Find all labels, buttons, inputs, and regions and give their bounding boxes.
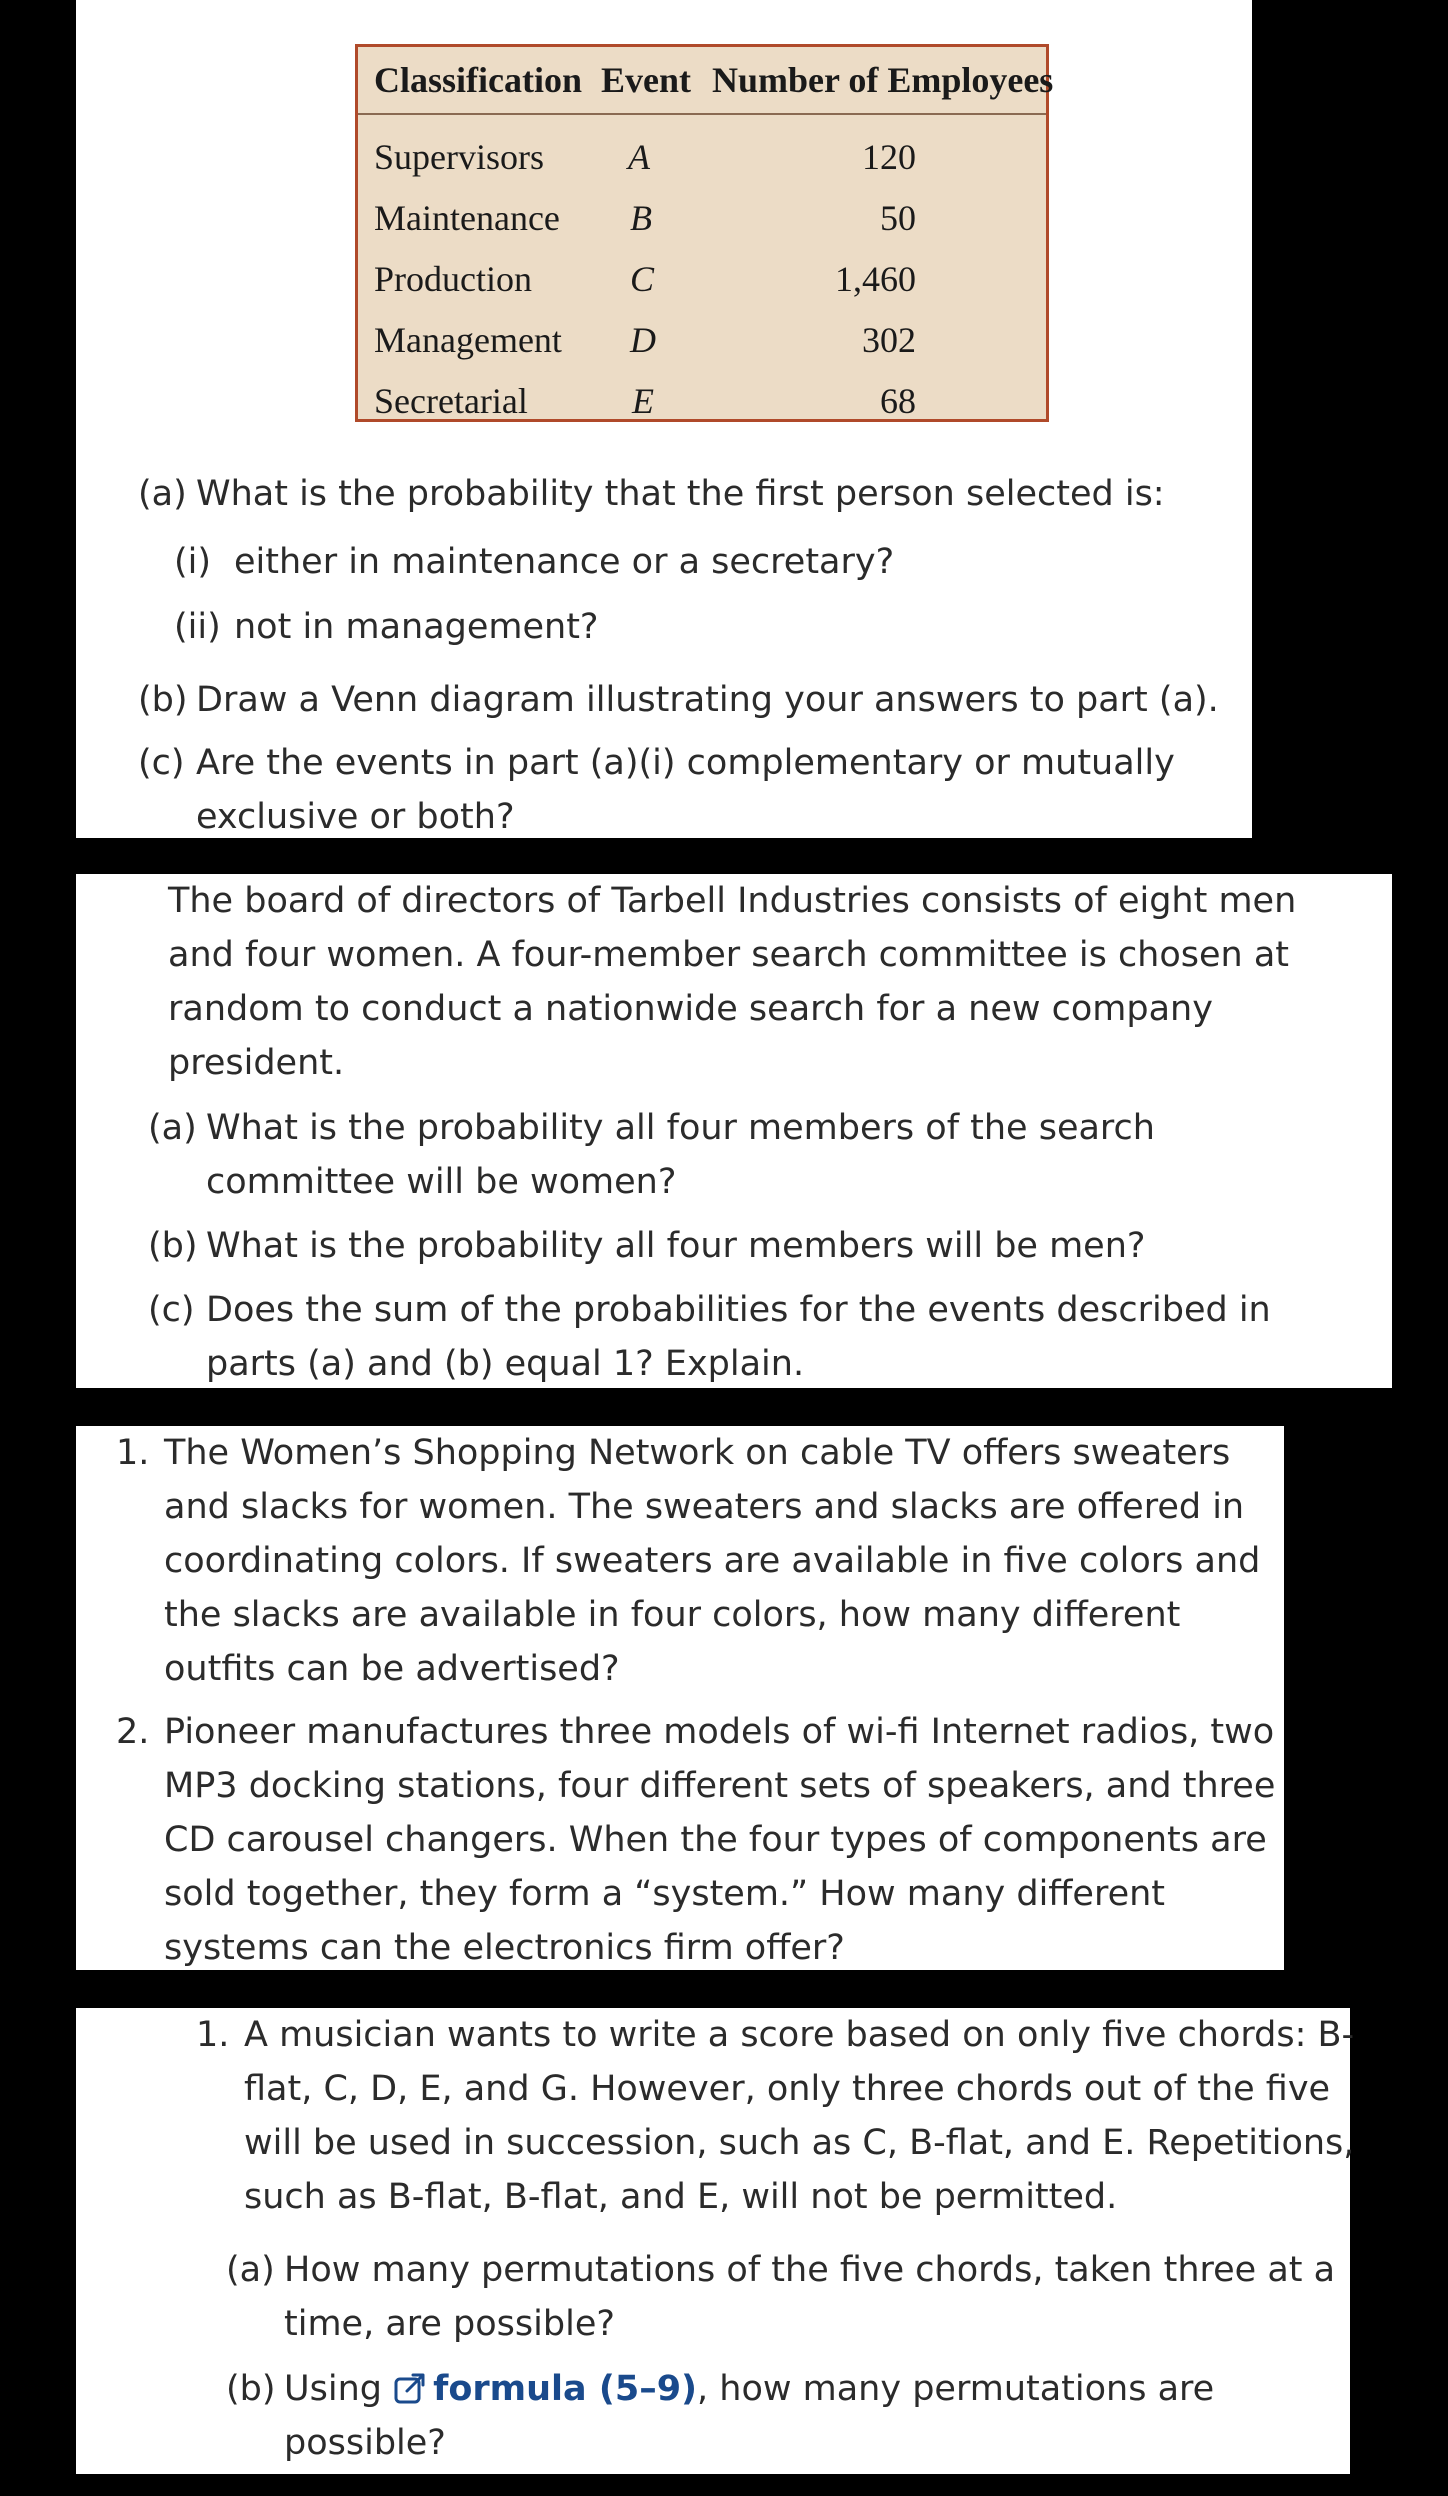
item-number: 1. (116, 1433, 150, 1473)
part-ii-label: (ii) (174, 607, 221, 647)
part-a-text: What is the probability that the first person selected is: (196, 474, 1165, 514)
part-c-text: Does the sum of the probabilities for the events described in (206, 1290, 1271, 1330)
part-b-label: (b) (148, 1226, 198, 1266)
cell-event: E (632, 381, 654, 421)
item-line: systems can the electronics firm offer? (164, 1928, 845, 1968)
cell-event: D (630, 320, 656, 360)
cell-count: 302 (862, 320, 916, 360)
part-c-text-cont: exclusive or both? (196, 797, 515, 837)
item-line: A musician wants to write a score based on only five chords: B- (244, 2015, 1355, 2055)
item-line: MP3 docking stations, four different sets of speakers, and three (164, 1766, 1276, 1806)
part-c-text: Are the events in part (a)(i) complementary or mutually (196, 743, 1175, 783)
part-a-text: How many permutations of the five chords, taken three at a (284, 2250, 1336, 2290)
panel-employees-question (76, 0, 1252, 838)
intro-line: The board of directors of Tarbell Industries consists of eight men (168, 881, 1297, 921)
employee-table (355, 44, 1054, 422)
formula-link[interactable] (393, 2369, 697, 2409)
header-employees: Number of Employees (712, 60, 1054, 100)
part-a-label: (a) (226, 2250, 275, 2290)
part-a-text: What is the probability all four members of the search (206, 1108, 1155, 1148)
part-b-label: (b) (138, 680, 188, 720)
item-line: The Women’s Shopping Network on cable TV offers sweaters (164, 1433, 1231, 1473)
part-i-label: (i) (174, 542, 212, 582)
item-line: CD carousel changers. When the four types of components are (164, 1820, 1267, 1860)
cell-count: 120 (862, 137, 916, 177)
part-b-text: What is the probability all four members will be men? (206, 1226, 1146, 1266)
cell-classification: Management (374, 320, 562, 360)
cell-count: 50 (880, 198, 916, 238)
part-b-text-cont: possible? (284, 2423, 446, 2463)
part-a-label: (a) (138, 474, 187, 514)
cell-classification: Secretarial (374, 381, 528, 421)
cell-classification: Production (374, 259, 532, 299)
item-line: will be used in succession, such as C, B-flat, and E. Repetitions, (244, 2123, 1355, 2163)
cell-classification: Maintenance (374, 198, 560, 238)
item-number: 1. (196, 2015, 230, 2055)
item-line: the slacks are available in four colors, how many different (164, 1595, 1181, 1635)
item-line: Pioneer manufactures three models of wi-fi Internet radios, two (164, 1712, 1275, 1752)
panel-board-question (76, 874, 1392, 1388)
part-b-text: Draw a Venn diagram illustrating your answers to part (a). (196, 680, 1219, 720)
intro-line: and four women. A four-member search committee is chosen at (168, 935, 1290, 975)
part-c-text-cont: parts (a) and (b) equal 1? Explain. (206, 1344, 805, 1384)
table-header-row (358, 47, 1054, 115)
cell-event: C (630, 259, 655, 299)
formula-link-label[interactable]: formula (5–9) (433, 2369, 698, 2409)
external-link-icon (393, 2371, 427, 2405)
cell-event: B (630, 198, 652, 238)
header-classification: Classification (374, 60, 583, 100)
item-line: outfits can be advertised? (164, 1649, 620, 1689)
cell-count: 68 (880, 381, 916, 421)
part-a-text-cont: committee will be women? (206, 1162, 677, 1202)
part-c-label: (c) (138, 743, 185, 783)
panel-counting-questions (76, 1426, 1284, 1970)
intro-line: president. (168, 1043, 345, 1083)
part-b-text (284, 2362, 1214, 2416)
part-b-post: , how many permutations are (697, 2369, 1215, 2409)
item-number: 2. (116, 1712, 150, 1752)
cell-classification: Supervisors (374, 137, 544, 177)
part-ii-text: not in management? (234, 607, 599, 647)
item-line: sold together, they form a “system.” How many different (164, 1874, 1166, 1914)
part-b-label: (b) (226, 2369, 276, 2409)
part-b-pre: Using (284, 2369, 382, 2409)
cell-count: 1,460 (835, 259, 916, 299)
part-a-label: (a) (148, 1108, 197, 1148)
part-c-label: (c) (148, 1290, 195, 1330)
item-line: such as B-flat, B-flat, and E, will not be permitted. (244, 2177, 1118, 2217)
cell-event: A (628, 137, 650, 177)
item-line: and slacks for women. The sweaters and slacks are offered in (164, 1487, 1245, 1527)
part-a-text-cont: time, are possible? (284, 2304, 615, 2344)
item-line: coordinating colors. If sweaters are available in five colors and (164, 1541, 1261, 1581)
intro-line: random to conduct a nationwide search for a new company (168, 989, 1213, 1029)
item-line: flat, C, D, E, and G. However, only three chords out of the five (244, 2069, 1331, 2109)
panel-permutation-question (76, 2008, 1355, 2474)
part-i-text: either in maintenance or a secretary? (234, 542, 895, 582)
header-event: Event (601, 60, 691, 100)
